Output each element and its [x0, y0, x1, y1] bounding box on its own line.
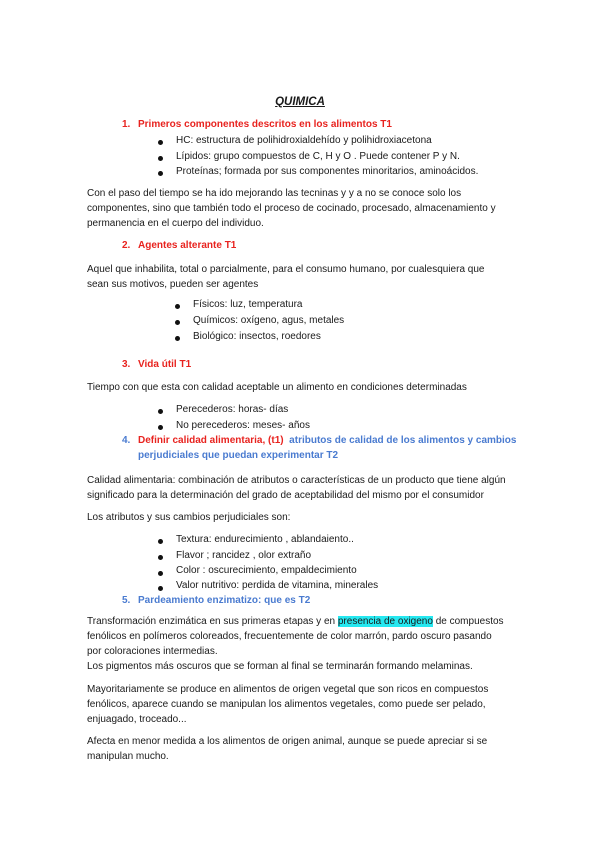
s3-para: Tiempo con que esta con calidad aceptable un alimento en condiciones determinadas — [87, 382, 467, 393]
s1-bullet-1: HC: estructura de polihidroxialdehído y polihidroxiacetona — [176, 135, 432, 146]
s1-bullet-2: Lípidos: grupo compuestos de C, H y O . Puede contener P y N. — [176, 151, 460, 162]
s5-para1-line-3: por coloraciones intermedias. — [87, 646, 218, 657]
bullet-icon — [158, 571, 163, 576]
bullet-icon — [158, 425, 163, 430]
s3-bullet-2: No perecederos: meses- años — [176, 420, 310, 431]
s5-para1-line-2: fenólicos en polímeros coloreados, frecuentemente de color marrón, pardo oscuro pasando — [87, 631, 492, 642]
section-1-number: 1. — [122, 119, 131, 130]
section-5-number: 5. — [122, 595, 131, 606]
s4-bullet-2: Flavor ; rancidez , olor extraño — [176, 550, 312, 561]
section-4-number: 4. — [122, 435, 131, 446]
s2-bullet-2: Químicos: oxígeno, agus, metales — [193, 315, 345, 326]
s1-para-line-1: Con el paso del tiempo se ha ido mejorando las tecninas y y a no se conoce solo los — [87, 188, 462, 199]
section-3-number: 3. — [122, 359, 131, 370]
section-2-heading: Agentes alterante T1 — [138, 240, 237, 251]
s2-bullet-3: Biológico: insectos, roedores — [193, 331, 321, 342]
bullet-icon — [158, 409, 163, 414]
s2-para-line-1: Aquel que inhabilita, total o parcialmente, para el consumo humano, por cualesquiera que — [87, 264, 485, 275]
bullet-icon — [158, 140, 163, 145]
section-4-heading-blue-1: atributos de calidad de los alimentos y cambios — [289, 435, 517, 446]
s5-para3-line-2: manipulan mucho. — [87, 751, 169, 762]
s5-para1-line-4: Los pigmentos más oscuros que se forman al final se terminarán formando melaminas. — [87, 661, 473, 672]
highlighted-text: presencia de oxigeno — [337, 616, 433, 627]
bullet-icon — [158, 171, 163, 176]
s5-para2-line-1: Mayoritariamente se produce en alimentos de origen vegetal que son ricos en compuestos — [87, 684, 489, 695]
s4-para1-line-2: significado para la determinación del grado de aceptabilidad del mismo por el consumidor — [87, 490, 484, 501]
bullet-icon — [158, 586, 163, 591]
section-4-heading-blue-2: perjudiciales que puedan experimentar T2 — [138, 450, 339, 461]
s5-para2-line-2: fenólicos, aparece cuando se manipulan los alimentos vegetales, como puede ser pelado, — [87, 699, 486, 710]
s2-bullet-1: Físicos: luz, temperatura — [193, 299, 303, 310]
s1-para-line-2: componentes, sino que también todo el proceso de cocinado, procesado, almacenamiento y — [87, 203, 496, 214]
section-1-heading: Primeros componentes descritos en los alimentos T1 — [138, 119, 392, 130]
s1-bullet-3: Proteínas; formada por sus componentes minoritarios, aminoácidos. — [176, 166, 479, 177]
s5-para1-line-1 — [87, 614, 504, 630]
bullet-icon — [175, 336, 180, 341]
section-5-heading: Pardeamiento enzimatizo: que es T2 — [138, 595, 311, 606]
section-4-heading-line-1 — [138, 435, 516, 446]
s4-bullet-3: Color : oscurecimiento, empaldecimiento — [176, 565, 357, 576]
bullet-icon — [175, 320, 180, 325]
page-title: QUIMICA — [275, 96, 325, 108]
bullet-icon — [158, 539, 163, 544]
bullet-icon — [158, 555, 163, 560]
s5-para1-text-b: de compuestos — [432, 616, 504, 627]
s4-bullet-1: Textura: endurecimiento , ablandaiento.. — [176, 534, 354, 545]
s3-bullet-1: Perecederos: horas- días — [176, 404, 289, 415]
s5-para2-line-3: enjuagado, troceado... — [87, 714, 187, 725]
s4-bullet-4: Valor nutritivo: perdida de vitamina, minerales — [176, 580, 379, 591]
section-4-heading-red: Definir calidad alimentaria, (t1) — [138, 435, 284, 446]
section-3-heading: Vida útil T1 — [138, 359, 192, 370]
s4-para1-line-1: Calidad alimentaria: combinación de atributos o características de un producto que tiene algún — [87, 475, 506, 486]
s5-para1-text-a: Transformación enzimática en sus primeras etapas y en — [87, 616, 338, 627]
s5-para3-line-1: Afecta en menor medida a los alimentos de origen animal, aunque se puede apreciar si se — [87, 736, 488, 747]
s4-para2: Los atributos y sus cambios perjudiciales son: — [87, 512, 291, 523]
section-2-number: 2. — [122, 240, 131, 251]
s2-para-line-2: sean sus motivos, pueden ser agentes — [87, 279, 259, 290]
s1-para-line-3: permanencia en el cuerpo del individuo. — [87, 218, 264, 229]
bullet-icon — [175, 304, 180, 309]
bullet-icon — [158, 156, 163, 161]
